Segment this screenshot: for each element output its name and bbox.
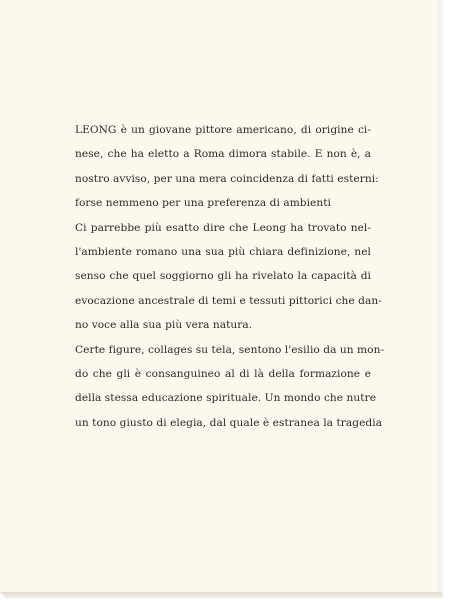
text-line: senso che quel soggiorno gli ha rivelato la capacità di: [75, 270, 371, 283]
text-line: nese, che ha eletto a Roma dimora stabile. E non è, a: [75, 148, 371, 161]
text-line: LEONG è un giovane pittore americano, di origine ci-: [75, 124, 371, 136]
text-line: Certe figure, collages su tela, sentono l'esilio da un mon-: [75, 343, 385, 356]
text-line: no voce alla sua più vera natura.: [75, 319, 253, 332]
text-line: do che gli è consanguineo al di là della formazione e: [75, 367, 371, 380]
text-line: Ci parrebbe più esatto dire che Leong ha trovato nel-: [75, 221, 371, 234]
text-line: nostro avviso, per una mera coincidenza di fatti esterni:: [75, 172, 379, 185]
text-line: l'ambiente romano una sua più chiara definizione, nel: [75, 245, 371, 258]
text-line: forse nemmeno per una preferenza di ambienti: [75, 197, 331, 210]
text-line: evocazione ancestrale di temi e tessuti pittorici che dan-: [75, 294, 382, 307]
text-line: un tono giusto di elegia, dal quale è estranea la tragedia: [75, 416, 383, 429]
body-text: [75, 118, 385, 435]
text-line: della stessa educazione spirituale. Un mondo che nutre: [75, 392, 377, 405]
